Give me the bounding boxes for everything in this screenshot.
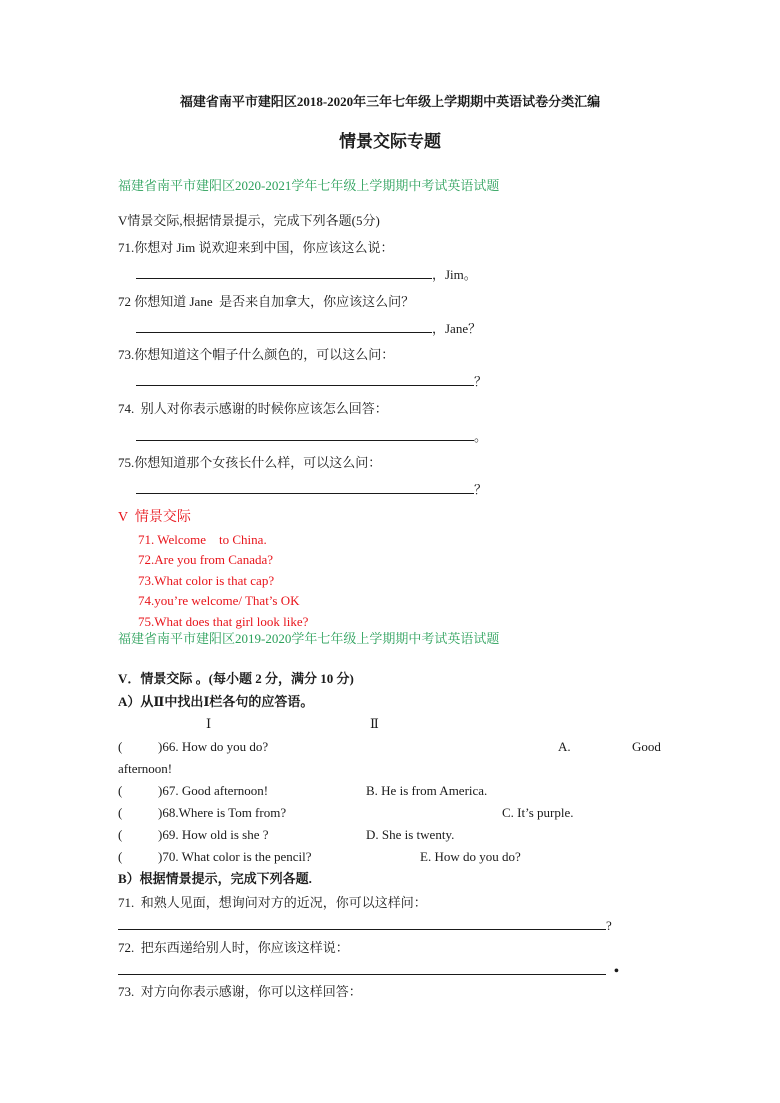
document-title: 福建省南平市建阳区2018-2020年三年七年级上学期期中英语试卷分类汇编 [179, 94, 601, 109]
answer-blank-line[interactable] [118, 917, 612, 934]
column-1-header: Ⅰ [206, 716, 212, 731]
question-prompt: 72. 把东西递给别人时，你应该这样说： [118, 940, 349, 955]
section1-source: 福建省南平市建阳区2020-2021学年七年级上学期期中考试英语试题 [118, 178, 500, 193]
match-paren[interactable]: ( [118, 805, 123, 820]
section2-heading: V．情景交际 。(每小题 2 分，满分 10 分) [118, 671, 354, 686]
document-subtitle: 情景交际专题 [339, 132, 441, 151]
question-prompt: 71. 和熟人见面，想询问对方的近况，你可以这样问： [118, 895, 427, 910]
match-answer: E. How do you do? [420, 849, 521, 864]
column-2-header: Ⅱ [370, 716, 379, 731]
blank-tail: ? [606, 918, 612, 933]
blank-tail: 。 [474, 429, 488, 444]
match-paren[interactable]: ( [118, 827, 123, 842]
match-answer-continuation: afternoon! [118, 761, 173, 776]
match-question: )66. How do you do? [158, 739, 269, 754]
match-answer: Good [632, 739, 661, 754]
match-paren[interactable]: ( [118, 783, 123, 798]
blank[interactable] [118, 962, 606, 975]
match-question: )67. Good afternoon! [158, 783, 269, 798]
answer-blank-line[interactable] [136, 320, 481, 337]
blank[interactable] [136, 481, 474, 494]
answer-heading: V 情景交际 [118, 510, 191, 525]
answer-blank-line[interactable] [118, 962, 619, 980]
answer-blank-line[interactable] [136, 266, 477, 283]
question-prompt: 72 你想知道 Jane 是否来自加拿大，你应该这么问？ [118, 294, 415, 309]
answer-blank-line[interactable] [136, 373, 487, 390]
match-answer-letter: A. [558, 739, 571, 754]
answer-blank-line[interactable] [136, 481, 487, 498]
blank[interactable] [136, 373, 474, 386]
section2-source: 福建省南平市建阳区2019-2020学年七年级上学期期中考试英语试题 [118, 631, 500, 646]
blank-tail: ，Jane？ [432, 321, 482, 336]
blank-tail: ，Jim。 [432, 267, 477, 282]
blank[interactable] [118, 917, 606, 930]
blank[interactable] [136, 428, 474, 441]
blank-tail: ？ [474, 482, 488, 497]
answer-item: 72.Are you from Canada? [138, 552, 274, 567]
question-prompt: 73.你想知道这个帽子什么颜色的，可以这么问： [118, 347, 395, 362]
answer-item: 73.What color is that cap? [138, 573, 275, 588]
answer-item: 74.you’re welcome/ That’s OK [138, 593, 300, 608]
blank-tail: ？ [474, 374, 488, 389]
answer-item: 75.What does that girl look like? [138, 614, 309, 629]
answer-item: 71. Welcome to China. [138, 532, 267, 547]
blank-tail: • [614, 964, 619, 979]
match-paren[interactable]: ( [118, 849, 123, 864]
partB-heading: B）根据情景提示，完成下列各题. [118, 871, 312, 886]
blank[interactable] [136, 320, 432, 333]
answer-blank-line[interactable] [136, 428, 487, 445]
question-prompt: 73. 对方向你表示感谢，你可以这样回答： [118, 984, 362, 999]
match-answer: B. He is from America. [366, 783, 488, 798]
match-paren[interactable]: ( [118, 739, 123, 754]
question-prompt: 74. 别人对你表示感谢的时候你应该怎么回答： [118, 401, 388, 416]
partA-heading: A）从Ⅱ中找出Ⅰ栏各句的应答语。 [118, 694, 314, 709]
question-prompt: 75.你想知道那个女孩长什么样，可以这么问： [118, 455, 382, 470]
question-prompt: 71.你想对 Jim 说欢迎来到中国，你应该这么说： [118, 240, 394, 255]
match-question: )68.Where is Tom from? [158, 805, 287, 820]
match-question: )70. What color is the pencil? [158, 849, 312, 864]
match-answer: C. It’s purple. [502, 805, 574, 820]
section1-instruction: V情景交际,根据情景提示，完成下列各题(5分) [118, 213, 380, 228]
blank[interactable] [136, 266, 432, 279]
match-question: )69. How old is she ? [158, 827, 269, 842]
match-answer: D. She is twenty. [366, 827, 455, 842]
